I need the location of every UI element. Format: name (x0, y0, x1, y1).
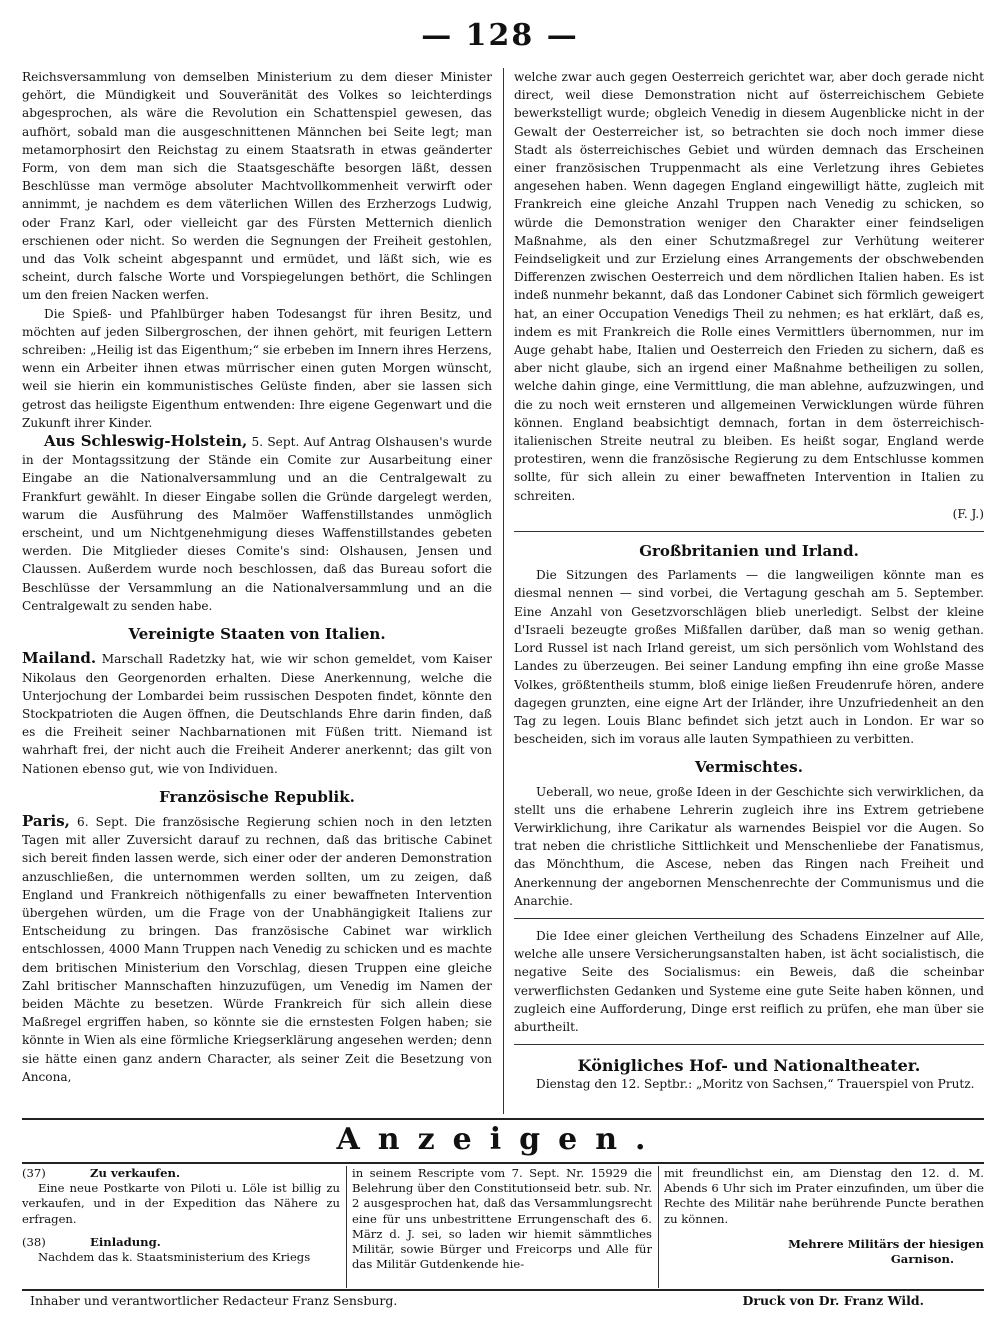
section-heading-theatre: Königliches Hof- und Nationaltheater. (577, 1056, 921, 1076)
uk-article: Die Sitzungen des Parlaments — die langweiligen könnte man es diesmal nennen — sind vorbei, die Vertagung geschah am 5. September. Eine Anzahl von Gesetzvorschlägen blieb unerledigt. Selbst der kleine d'Israeli bezeugte großes Mißfallen darüber, daß man so wenig gethan. Lord Russel ist nach Irland gereist, um sich persönlich vom Wohlstand des Landes zu überzeugen. Bei seiner Landung empfing ihn eine große Masse Volkes, größtentheils stumm, bloß einige ließen Freudenrufe hören, andere dagegen grunzten, eine eigne Art der Irländer, ihre Unzufriedenheit an den Tag zu legen. Louis Blanc befindet sich jetzt auch in London. Er war so bescheiden, sich im voraus alle lauten Sympathieen zu verbitten. (514, 568, 984, 747)
ad-divider (658, 1166, 659, 1288)
paris-article (22, 812, 492, 1086)
ads-title: Anzeigen. (336, 1122, 664, 1157)
divider (514, 531, 984, 532)
dateline-schleswig: Aus Schleswig-Holstein, (44, 432, 248, 451)
divider (514, 1044, 984, 1045)
ads-title-rule (22, 1162, 984, 1164)
printer-line: Druck von Dr. Franz Wild. (742, 1293, 924, 1308)
ad-text: Eine neue Postkarte von Piloti u. Löle ist billig zu verkaufen, und in der Expedition das Nähere zu erfragen. (22, 1181, 340, 1226)
right-column (514, 68, 984, 1114)
divider (514, 918, 984, 919)
paris-text: 6. Sept. Die französische Regierung schien noch in den letzten Tagen mit aller Zuversicht darauf zu rechnen, daß das britische Cabinet sich bereit finden lassen werde, sich einer oder der anderen Demonstration anzuschließen, die unternommen werden sollten, um zu zeigen, daß England und Frankreich nöthigenfalls zu einer bewaffneten Intervention übergehen würden, um die Frage von der Unabhängigkeit Italiens zur Entscheidung zu bringen. Das französische Cabinet war wirklich entschlossen, 4000 Mann Truppen nach Venedig zu schicken und es machte dem britischen Ministerium den Vorschlag, diesen Truppen eine gleiche Zahl britischer Mannschaften hinzuzufügen, um Venedig im Namen der beiden Mächte zu besetzen. Würde Frankreich für sich allein diese Maßregel ergriffen haben, so könnte sie die ernstesten Folgen haben; sie könnte in Wien als eine förmliche Kriegserklärung angesehen werden; denn sie hätte einen ganz andern Character, als seiner Zeit die Besetzung von Ancona, (22, 814, 492, 1084)
ad-text: in seinem Rescripte vom 7. Sept. Nr. 15929 die Belehrung über den Constitutionseid betr. sub. Nr. 2 ausgesprochen hat, daß das Versammlungsrecht eine für uns unbestrittene Errungenschaft des 6. März d. J. sei, so laden wir hiemit sämmtliches Militär, sowie Bürger und Freicorps und Alle für das Militär Gutdenkende hie- (352, 1166, 652, 1272)
article-paragraph: Die Spieß- und Pfahlbürger haben Todesangst für ihren Besitz, und möchten auf jeden Silbergroschen, der ihnen gehört, mit feurigen Lettern schreiben: „Heilig ist das Eigenthum;“ sie erbeben im Innern ihres Herzens, wenn ein Arbeiter ihnen etwas mürrischer einen guten Morgen wünscht, weil sie hierin ein kommunistisches Gelüste finden, aber sie lassen sich getrost das heiligste Eigenthum entwenden: Ihre eigene Gegenwart und die Zukunft ihrer Kinder. (22, 306, 492, 430)
ad-number: (38) (22, 1234, 46, 1249)
ad-column-1 (22, 1166, 340, 1288)
article-columns (22, 68, 984, 1114)
imprint (22, 1293, 984, 1315)
ad-text: mit freundlichst ein, am Dienstag den 12. d. M. Abends 6 Uhr sich im Prater einzufinden, um über die Rechte des Militär nahe berührende Puncte berathen zu können. (664, 1166, 984, 1226)
section-heading-misc: Vermischtes. (695, 758, 803, 777)
ad-text: Nachdem das k. Staatsministerium des Kriegs (38, 1250, 311, 1265)
ad-37 (22, 1166, 340, 1181)
ad-38 (22, 1235, 340, 1250)
schleswig-text: 5. Sept. Auf Antrag Olshausen's wurde in der Montagssitzung der Stände ein Comite zur Ausarbeitung einer Eingabe an die Nationalversammlung und an die Centralgewalt zu Frankfurt gewählt. In dieser Eingabe sollen die Gründe dargelegt werden, warum die Ausführung des Malmöer Waffenstillstandes unmöglich erscheint, und um Nichtgenehmigung dieses Waffenstillstandes gebeten werden. Die Mitglieder dieses Comite's sind: Olshausen, Jensen und Claussen. Außerdem wurde noch beschlossen, daß das Bureau sofort die Beschlüsse der Versammlung an die Nationalversammlung und an die Centralgewalt zu senden habe. (22, 435, 492, 613)
column-divider (503, 68, 504, 1114)
ad-column-3 (664, 1166, 984, 1288)
mailand-text: Marschall Radetzky hat, wie wir schon gemeldet, vom Kaiser Nikolaus den Georgenorden erhalten. Diese Anerkennung, welche die Unterjochung der Lombardei beim russischen Despoten findet, könnte den Stockpatrioten die Augen öffnen, die Deutschlands Ehre darin finden, daß es die Freiheit seiner Nachbarnationen mit Füßen tritt. Niemand ist wahrhaft frei, der nicht auch die Freiheit Anderer anerkennt; das gilt von Nationen ebenso gut, wie von Individuen. (22, 652, 492, 776)
ad-number: (37) (22, 1166, 46, 1180)
section-heading-uk: Großbritanien und Irland. (639, 542, 859, 561)
article-paragraph: welche zwar auch gegen Oesterreich gerichtet war, aber doch gerade nicht direct, weil diese Demonstration nicht auf österreichischem Gebiete bewerkstelligt wurde; obgleich Venedig in diesem Augenblicke nicht in der Gewalt der Oesterreicher ist, so betrachten sie doch noch immer diese Stadt als österreichisches Gebiet und würden demnach das Erscheinen einer französischen Truppenmacht als eine Verletzung ihres Gebietes angesehen haben. Wenn dagegen England eingewilligt hätte, zugleich mit Frankreich eine gleiche Anzahl Truppen nach Venedig zu schicken, so würde die Demonstration weniger den Charakter einer feindseligen Maßnahme, als den einer Schutzmaßregel zur Verhütung weiterer Feindseligkeit und zur Erzielung eines Arrangements der obschwebenden Differenzen zwischen Oesterreich und dem nördlichen Italien haben. Es ist indeß nunmehr bekannt, daß das Londoner Cabinet sich förmlich geweigert hat, an einer Occupation Venedigs Theil zu nehmen; es hat erklärt, daß es, indem es mit Frankreich die Rolle eines Vermittlers übernommen, nur im Auge gehabt habe, Italien und Oesterreich den Frieden zu sichern, daß es aber nicht glaube, sich an irgend einer Maßnahme betheiligen zu sollen, welche dahin ginge, eine Vermittlung, die man ablehne, aufzuzwingen, und die zu noch weit ernsteren und allgemeinen Verwicklungen würde führen können. England beabsichtigt demnach, fortan in dem österreichisch-italienischen Streite neutral zu bleiben. Es heißt sogar, England werde protestiren, wenn die französische Regierung zu dem Entschlusse kommen sollte, für sich allein zu einer bewaffneten Intervention in Italien zu schreiten. (514, 70, 984, 503)
ads-section (22, 1166, 984, 1288)
section-heading-france: Französische Republik. (159, 787, 355, 806)
footer-rule (22, 1289, 984, 1291)
schleswig-article (22, 432, 492, 615)
mailand-article (22, 649, 492, 777)
dateline-mailand: Mailand. (22, 649, 97, 668)
section-heading-italy: Vereinigte Staaten von Italien. (128, 625, 386, 644)
ad-column-2 (352, 1166, 652, 1288)
ads-top-rule (22, 1118, 984, 1120)
page-number: — 128 — (421, 18, 579, 53)
article-signature: (F. J.) (952, 506, 984, 521)
ad-signature: Garnison. (890, 1252, 954, 1267)
misc-article-2: Die Idee einer gleichen Vertheilung des Schadens Einzelner auf Alle, welche alle unsere Versicherungsanstalten haben, ist ächt socialistisch, die negative Seite des Socialismus: ein Beweis, daß die scheinbar verwerflichsten Gedanken und Systeme eine gute Seite haben können, und zugleich eine Aufforderung, Dinge erst reiflich zu prüfen, ehe man über sie aburtheilt. (514, 928, 984, 1034)
article-paragraph: Reichsversammlung von demselben Ministerium zu dem dieser Minister gehört, die Mündigkeit und Souveränität des Volkes so leichterdings abgesprochen, als wäre die Revolution ein Schattenspiel gewesen, das aufhört, sobald man die ausgeschnittenen Männchen bei Seite legt; man metamorphosirt den Reichstag zu einem Staatsrath in etwas geänderter Form, von dem man sich die Staatsgeschäfte besorgen läßt, dessen Beschlüsse man vermöge absoluter Machtvollkommenheit verwirft oder annimmt, je nachdem es dem väterlichen Willen des Erzherzogs Ludwig, oder Franz Karl, oder vielleicht gar des Fürsten Metternich dienlich erschienen oder nicht. So werden die Segnungen der Freiheit gestohlen, und das Volk scheint abgespannt und ermüdet, und läßt sich, wie es scheint, durch falsche Worte und Vorspiegelungen bethört, die Schlingen um den freien Nacken werfen. (22, 70, 492, 303)
ad-heading: Zu verkaufen. (90, 1166, 181, 1180)
ad-heading: Einladung. (90, 1234, 161, 1249)
left-column (22, 68, 492, 1114)
editor-line: Inhaber und verantwortlicher Redacteur Franz Sensburg. (30, 1293, 398, 1308)
misc-article: Ueberall, wo neue, große Ideen in der Geschichte sich verwirklichen, da stellt uns die erhabene Lehrerin zugleich ihre ins Extrem getriebene Verwirklichung, ihre Carikatur als warnendes Beispiel vor die Augen. So trat neben die christliche Sittlichkeit und Menschenliebe der Fanatismus, das Mönchthum, die Ascese, neben das Ringen nach Freiheit und Anerkennung der angebornen Menschenrechte der Communismus und die Anarchie. (514, 784, 984, 908)
ad-signature: Mehrere Militärs der hiesigen (788, 1236, 984, 1251)
ad-divider (346, 1166, 347, 1288)
theatre-listing: Dienstag den 12. Septbr.: „Moritz von Sachsen,“ Trauerspiel von Prutz. (536, 1077, 975, 1092)
dateline-paris: Paris, (22, 811, 70, 830)
